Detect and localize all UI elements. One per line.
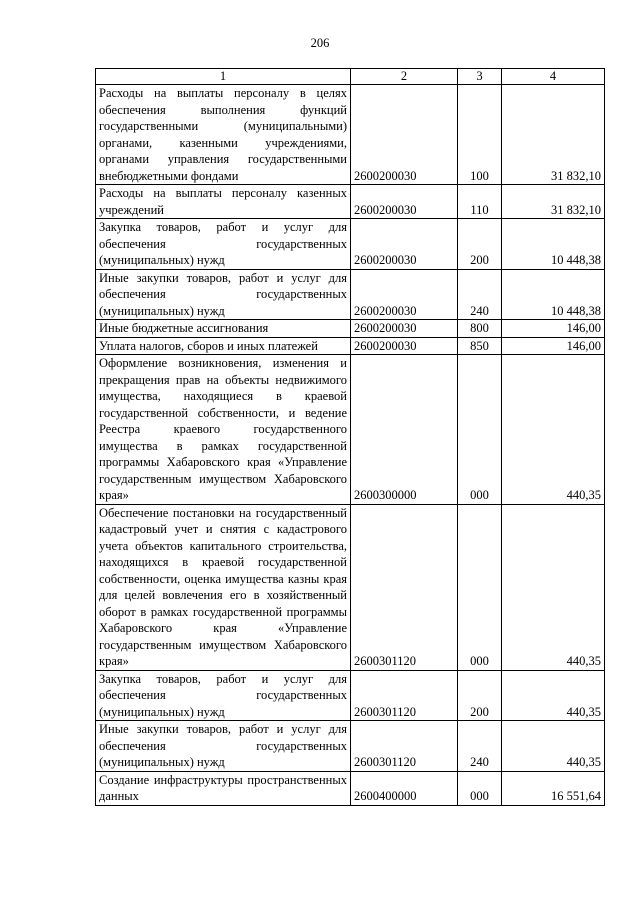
row-name: Создание инфраструктуры пространственных данных bbox=[96, 771, 351, 805]
row-name: Иные закупки товаров, работ и услуг для обеспечения государственных (муниципальных) нужд bbox=[96, 269, 351, 320]
row-code: 2600200030 bbox=[351, 185, 458, 219]
row-code: 2600200030 bbox=[351, 320, 458, 338]
row-name: Иные бюджетные ассигнования bbox=[96, 320, 351, 338]
row-sum: 10 448,38 bbox=[502, 269, 605, 320]
table-row bbox=[96, 269, 605, 320]
row-sum: 10 448,38 bbox=[502, 219, 605, 270]
table-row bbox=[96, 355, 605, 505]
row-sum: 440,35 bbox=[502, 355, 605, 505]
row-sum: 146,00 bbox=[502, 337, 605, 355]
row-type: 850 bbox=[458, 337, 502, 355]
table-row bbox=[96, 504, 605, 670]
page-number: 206 bbox=[310, 36, 330, 50]
table-row bbox=[96, 219, 605, 270]
row-sum: 440,35 bbox=[502, 670, 605, 721]
header-col-1: 1 bbox=[96, 69, 351, 85]
row-type: 000 bbox=[458, 771, 502, 805]
row-type: 240 bbox=[458, 269, 502, 320]
table-row bbox=[96, 185, 605, 219]
row-code: 2600400000 bbox=[351, 771, 458, 805]
row-type: 000 bbox=[458, 355, 502, 505]
row-type: 240 bbox=[458, 721, 502, 772]
row-code: 2600200030 bbox=[351, 269, 458, 320]
header-col-2: 2 bbox=[351, 69, 458, 85]
row-code: 2600200030 bbox=[351, 337, 458, 355]
table-row bbox=[96, 670, 605, 721]
table-header-row bbox=[96, 69, 605, 85]
row-code: 2600301120 bbox=[351, 721, 458, 772]
row-code: 2600200030 bbox=[351, 219, 458, 270]
row-type: 000 bbox=[458, 504, 502, 670]
row-name: Обеспечение постановки на государственный кадастровый учет и снятия с кадастрового учета объектов капитального строительства, находящихся в краевой государственной собственности, оценка имущества казны края для целей вовлечения его в хозяйственный оборот в рамках государственной программы Хабаровского края «Управление государственным имуществом Хабаровского края» bbox=[96, 504, 351, 670]
table-row bbox=[96, 771, 605, 805]
row-type: 200 bbox=[458, 219, 502, 270]
row-name: Закупка товаров, работ и услуг для обеспечения государственных (муниципальных) нужд bbox=[96, 670, 351, 721]
table-row bbox=[96, 320, 605, 338]
row-sum: 31 832,10 bbox=[502, 85, 605, 185]
row-sum: 440,35 bbox=[502, 504, 605, 670]
row-name: Расходы на выплаты персоналу казенных учреждений bbox=[96, 185, 351, 219]
row-code: 2600301120 bbox=[351, 670, 458, 721]
table-row bbox=[96, 85, 605, 185]
row-sum: 440,35 bbox=[502, 721, 605, 772]
row-name: Оформление возникновения, изменения и прекращения прав на объекты недвижимого имущества, находящиеся в краевой государственной собственности, и ведение Реестра краевого государственного имущества в рамках государственной программы Хабаровского края «Управление государственным имуществом Хабаровского края» bbox=[96, 355, 351, 505]
table-row bbox=[96, 721, 605, 772]
header-col-4: 4 bbox=[502, 69, 605, 85]
header-col-3: 3 bbox=[458, 69, 502, 85]
row-type: 110 bbox=[458, 185, 502, 219]
row-code: 2600301120 bbox=[351, 504, 458, 670]
row-type: 800 bbox=[458, 320, 502, 338]
row-name: Закупка товаров, работ и услуг для обеспечения государственных (муниципальных) нужд bbox=[96, 219, 351, 270]
row-name: Расходы на выплаты персоналу в целях обеспечения выполнения функций государственными (муниципальными) органами, казенными учреждениями, органами управления государственными внебюджетными фондами bbox=[96, 85, 351, 185]
budget-table bbox=[95, 68, 605, 806]
row-type: 200 bbox=[458, 670, 502, 721]
row-sum: 31 832,10 bbox=[502, 185, 605, 219]
row-code: 2600200030 bbox=[351, 85, 458, 185]
table-row bbox=[96, 337, 605, 355]
row-sum: 16 551,64 bbox=[502, 771, 605, 805]
row-sum: 146,00 bbox=[502, 320, 605, 338]
row-name: Уплата налогов, сборов и иных платежей bbox=[96, 337, 351, 355]
row-name: Иные закупки товаров, работ и услуг для обеспечения государственных (муниципальных) нужд bbox=[96, 721, 351, 772]
row-type: 100 bbox=[458, 85, 502, 185]
row-code: 2600300000 bbox=[351, 355, 458, 505]
